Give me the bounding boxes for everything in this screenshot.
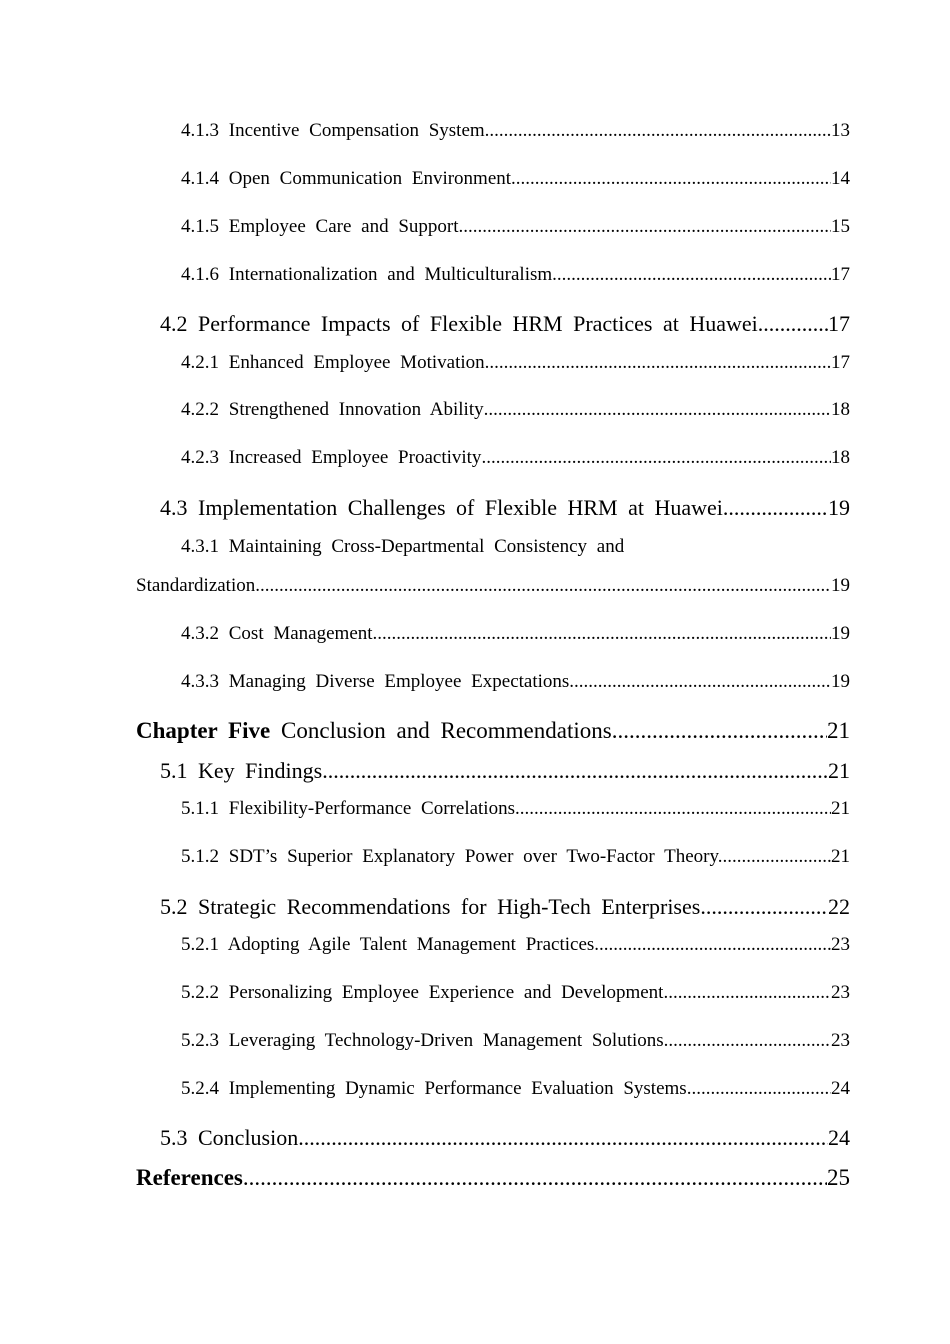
toc-number: 4.3.2 (181, 623, 219, 644)
dot-leader (255, 575, 831, 597)
toc-title: Flexibility-Performance Correlations (228, 798, 515, 819)
dot-leader (552, 264, 831, 286)
toc-title: Key Findings (198, 758, 323, 783)
toc-entry-4-3-1-line1[interactable] (181, 536, 624, 558)
toc-number: 4.3 (160, 495, 188, 520)
toc-number: 4.2.2 (181, 399, 219, 420)
toc-entry-4-1-6[interactable] (181, 264, 850, 286)
dot-leader (485, 352, 831, 374)
dot-leader (569, 671, 831, 693)
toc-number: 4.1.4 (181, 168, 219, 189)
toc-entry-4-3-3[interactable] (181, 671, 850, 693)
toc-title: Conclusion and Recommendations (281, 718, 612, 743)
toc-number: 4.1.3 (181, 120, 219, 141)
toc-page-number: 23 (831, 934, 850, 955)
toc-title: Personalizing Employee Experience and Development (228, 982, 664, 1003)
toc-entry-5-2-1[interactable] (181, 934, 850, 956)
toc-title: References (136, 1165, 243, 1190)
toc-entry-5-1-2[interactable] (181, 846, 850, 868)
toc-entry-4-3-1-line2[interactable] (136, 575, 850, 597)
toc-number: 4.2.1 (181, 352, 219, 373)
toc-number: 5.3 (160, 1125, 188, 1150)
toc-page-number: 18 (831, 447, 850, 468)
dot-leader (511, 168, 831, 190)
toc-page-number: 18 (831, 399, 850, 420)
toc-title: Increased Employee Proactivity (228, 447, 482, 468)
dot-leader (687, 1078, 831, 1100)
toc-page-number: 22 (828, 894, 850, 919)
toc-number: 5.2.3 (181, 1030, 219, 1051)
toc-entry-4-3[interactable] (160, 495, 850, 521)
toc-page-number: 17 (831, 352, 850, 373)
toc-page-number: 23 (831, 1030, 850, 1051)
toc-page-number: 21 (827, 718, 850, 743)
toc-number: 5.2.1 (181, 934, 219, 955)
toc-number: 5.2.2 (181, 982, 219, 1003)
toc-title: Open Communication Environment (228, 168, 512, 189)
toc-number: 4.3.1 (181, 536, 219, 557)
toc-title: Adopting Agile Talent Management Practices (227, 934, 595, 955)
toc-title: Maintaining Cross-Departmental Consistency and (228, 536, 625, 557)
toc-page-number: 19 (831, 671, 850, 692)
toc-entry-4-1-4[interactable] (181, 168, 850, 190)
toc-title: Implementing Dynamic Performance Evaluation Systems (228, 1078, 687, 1099)
toc-title: Cost Management (228, 623, 373, 644)
dot-leader (515, 798, 831, 820)
toc-page-number: 21 (828, 758, 850, 783)
toc-title: SDT’s Superior Explanatory Power over Two-Factor Theory. (228, 846, 723, 867)
toc-entry-5-2-2[interactable] (181, 982, 850, 1004)
toc-number: 5.2 (160, 894, 188, 919)
toc-page-number: 25 (827, 1165, 850, 1190)
toc-number: 5.1.1 (181, 798, 219, 819)
dot-leader (612, 718, 827, 744)
toc-number: 4.1.6 (181, 264, 219, 285)
toc-page-number: 23 (831, 982, 850, 1003)
toc-entry-5-2-3[interactable] (181, 1030, 850, 1052)
toc-entry-5-2-4[interactable] (181, 1078, 850, 1100)
toc-page-number: 21 (831, 798, 850, 819)
toc-page-number: 24 (831, 1078, 850, 1099)
toc-title: Standardization (136, 575, 256, 596)
toc-entry-4-2-3[interactable] (181, 447, 850, 469)
toc-number: 5.1 (160, 758, 188, 783)
toc-page-number: 15 (831, 216, 850, 237)
toc-number: 4.2.3 (181, 447, 219, 468)
toc-entry-5-2[interactable] (160, 894, 850, 920)
toc-number: 4.1.5 (181, 216, 219, 237)
toc-entry-4-3-2[interactable] (181, 623, 850, 645)
dot-leader (459, 216, 831, 238)
dot-leader (723, 495, 828, 521)
toc-entry-4-1-3[interactable] (181, 120, 850, 142)
toc-page-number: 19 (828, 495, 850, 520)
toc-number: 5.1.2 (181, 846, 219, 867)
toc-title: Performance Impacts of Flexible HRM Practices at Huawei (198, 311, 758, 336)
toc-page-number: 21 (831, 846, 850, 867)
toc-number: 5.2.4 (181, 1078, 219, 1099)
toc-entry-4-1-5[interactable] (181, 216, 850, 238)
dot-leader (373, 623, 831, 645)
toc-title: Strengthened Innovation Ability (228, 399, 484, 420)
dot-leader (664, 1030, 831, 1052)
toc-entry-chapter-five[interactable] (136, 718, 850, 744)
toc-page-number: 13 (831, 120, 850, 141)
toc-number: 4.3.3 (181, 671, 219, 692)
dot-leader (298, 1125, 828, 1151)
toc-title: Managing Diverse Employee Expectations (228, 671, 570, 692)
toc-page-number: 17 (828, 311, 850, 336)
dot-leader (484, 399, 831, 421)
toc-number: 4.2 (160, 311, 188, 336)
toc-page-number: 19 (831, 575, 850, 596)
toc-entry-5-1[interactable] (160, 758, 850, 784)
dot-leader (758, 311, 828, 337)
toc-page-number: 19 (831, 623, 850, 644)
toc-page-number: 24 (828, 1125, 850, 1150)
dot-leader (243, 1165, 827, 1191)
dot-leader (322, 758, 828, 784)
toc-entry-references[interactable] (136, 1165, 850, 1191)
toc-entry-5-1-1[interactable] (181, 798, 850, 820)
toc-title: Strategic Recommendations for High-Tech Enterprises (198, 894, 701, 919)
dot-leader (700, 894, 828, 920)
dot-leader (485, 120, 831, 142)
toc-title: Implementation Challenges of Flexible HRM at Huawei (198, 495, 723, 520)
toc-entry-5-3[interactable] (160, 1125, 850, 1151)
dot-leader (594, 934, 831, 956)
toc-page-number: 17 (831, 264, 850, 285)
toc-title: Enhanced Employee Motivation (228, 352, 485, 373)
toc-title: Incentive Compensation System (228, 120, 485, 141)
dot-leader (722, 846, 831, 868)
toc-entry-4-2-1[interactable] (181, 352, 850, 374)
dot-leader (663, 982, 831, 1004)
toc-title: Leveraging Technology-Driven Management Solutions (228, 1030, 664, 1051)
toc-title: Internationalization and Multiculturalism (228, 264, 553, 285)
toc-entry-4-2[interactable] (160, 311, 850, 337)
toc-chapter-label: Chapter Five (136, 718, 271, 743)
toc-entry-4-2-2[interactable] (181, 399, 850, 421)
dot-leader (481, 447, 831, 469)
toc-title: Employee Care and Support (228, 216, 459, 237)
toc-title: Conclusion (198, 1125, 299, 1150)
toc-page-number: 14 (831, 168, 850, 189)
